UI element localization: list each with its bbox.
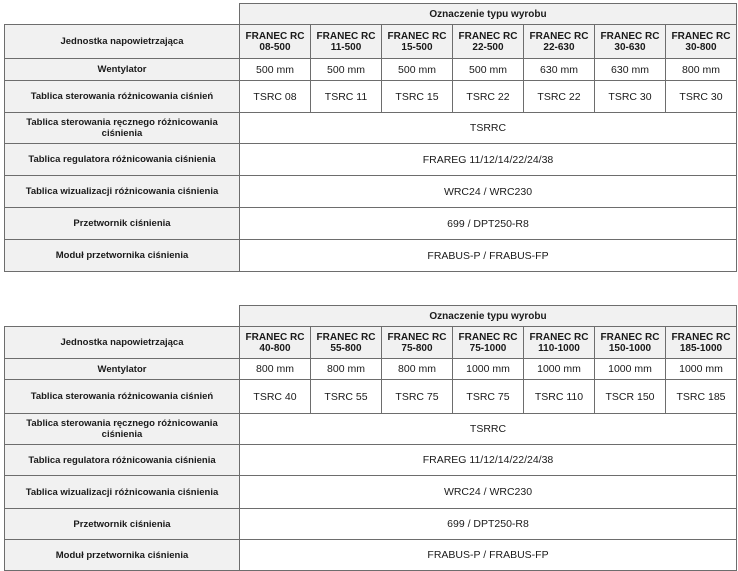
fan-value: 1000 mm: [595, 359, 666, 380]
row-label-board-diff: Tablica sterowania różnicowania ciśnień: [5, 380, 240, 414]
model-header: FRANEC RC 22-500: [453, 25, 524, 59]
board-value: TSCR 150: [595, 380, 666, 414]
fan-value: 800 mm: [311, 359, 382, 380]
board-value: TSRC 30: [595, 81, 666, 113]
row-label-board-visual: Tablica wizualizacji różnicowania ciśnienia: [5, 176, 240, 208]
board-value: TSRC 110: [524, 380, 595, 414]
row-label-board-manual: Tablica sterowania ręcznego różnicowania ciśnienia: [5, 414, 240, 445]
transducer-module-value: FRABUS-P / FRABUS-FP: [240, 540, 737, 571]
transducer-value: 699 / DPT250-R8: [240, 509, 737, 540]
row-label-board-diff: Tablica sterowania różnicowania ciśnień: [5, 81, 240, 113]
board-value: TSRC 11: [311, 81, 382, 113]
model-header: FRANEC RC 150-1000: [595, 327, 666, 359]
regulator-value: FRAREG 11/12/14/22/24/38: [240, 144, 737, 176]
fan-value: 800 mm: [382, 359, 453, 380]
row-label-transducer: Przetwornik ciśnienia: [5, 509, 240, 540]
row-label-board-regulator: Tablica regulatora różnicowania ciśnienia: [5, 445, 240, 476]
model-header: FRANEC RC 22-630: [524, 25, 595, 59]
row-label-transducer-module: Moduł przetwornika ciśnienia: [5, 540, 240, 571]
fan-value: 630 mm: [595, 59, 666, 81]
model-header: FRANEC RC 55-800: [311, 327, 382, 359]
spec-table-2: [4, 305, 737, 571]
fan-value: 1000 mm: [453, 359, 524, 380]
blank-corner: [5, 4, 240, 25]
row-label-board-visual: Tablica wizualizacji różnicowania ciśnienia: [5, 476, 240, 509]
manual-value: TSRRC: [240, 414, 737, 445]
model-header: FRANEC RC 110-1000: [524, 327, 595, 359]
board-value: TSRC 08: [240, 81, 311, 113]
model-header: FRANEC RC 75-1000: [453, 327, 524, 359]
fan-value: 630 mm: [524, 59, 595, 81]
board-value: TSRC 22: [524, 81, 595, 113]
model-header: FRANEC RC 30-630: [595, 25, 666, 59]
fan-value: 500 mm: [453, 59, 524, 81]
model-header: FRANEC RC 11-500: [311, 25, 382, 59]
row-label-unit: Jednostka napowietrzająca: [5, 327, 240, 359]
board-value: TSRC 185: [666, 380, 737, 414]
fan-value: 800 mm: [240, 359, 311, 380]
model-header: FRANEC RC 185-1000: [666, 327, 737, 359]
model-header: FRANEC RC 30-800: [666, 25, 737, 59]
group-header: Oznaczenie typu wyrobu: [240, 306, 737, 327]
group-header: Oznaczenie typu wyrobu: [240, 4, 737, 25]
visual-value: WRC24 / WRC230: [240, 476, 737, 509]
transducer-value: 699 / DPT250-R8: [240, 208, 737, 240]
row-label-fan: Wentylator: [5, 59, 240, 81]
row-label-unit: Jednostka napowietrzająca: [5, 25, 240, 59]
transducer-module-value: FRABUS-P / FRABUS-FP: [240, 240, 737, 272]
board-value: TSRC 75: [382, 380, 453, 414]
board-value: TSRC 15: [382, 81, 453, 113]
model-header: FRANEC RC 15-500: [382, 25, 453, 59]
blank-corner: [5, 306, 240, 327]
model-header: FRANEC RC 40-800: [240, 327, 311, 359]
manual-value: TSRRC: [240, 113, 737, 144]
fan-value: 500 mm: [240, 59, 311, 81]
fan-value: 500 mm: [382, 59, 453, 81]
row-label-transducer: Przetwornik ciśnienia: [5, 208, 240, 240]
regulator-value: FRAREG 11/12/14/22/24/38: [240, 445, 737, 476]
spec-table-1: [4, 3, 737, 272]
board-value: TSRC 75: [453, 380, 524, 414]
model-header: FRANEC RC 75-800: [382, 327, 453, 359]
board-value: TSRC 55: [311, 380, 382, 414]
row-label-board-regulator: Tablica regulatora różnicowania ciśnienia: [5, 144, 240, 176]
model-header: FRANEC RC 08-500: [240, 25, 311, 59]
fan-value: 500 mm: [311, 59, 382, 81]
board-value: TSRC 40: [240, 380, 311, 414]
fan-value: 1000 mm: [524, 359, 595, 380]
fan-value: 1000 mm: [666, 359, 737, 380]
fan-value: 800 mm: [666, 59, 737, 81]
board-value: TSRC 22: [453, 81, 524, 113]
board-value: TSRC 30: [666, 81, 737, 113]
row-label-board-manual: Tablica sterowania ręcznego różnicowania ciśnienia: [5, 113, 240, 144]
row-label-transducer-module: Moduł przetwornika ciśnienia: [5, 240, 240, 272]
row-label-fan: Wentylator: [5, 359, 240, 380]
visual-value: WRC24 / WRC230: [240, 176, 737, 208]
